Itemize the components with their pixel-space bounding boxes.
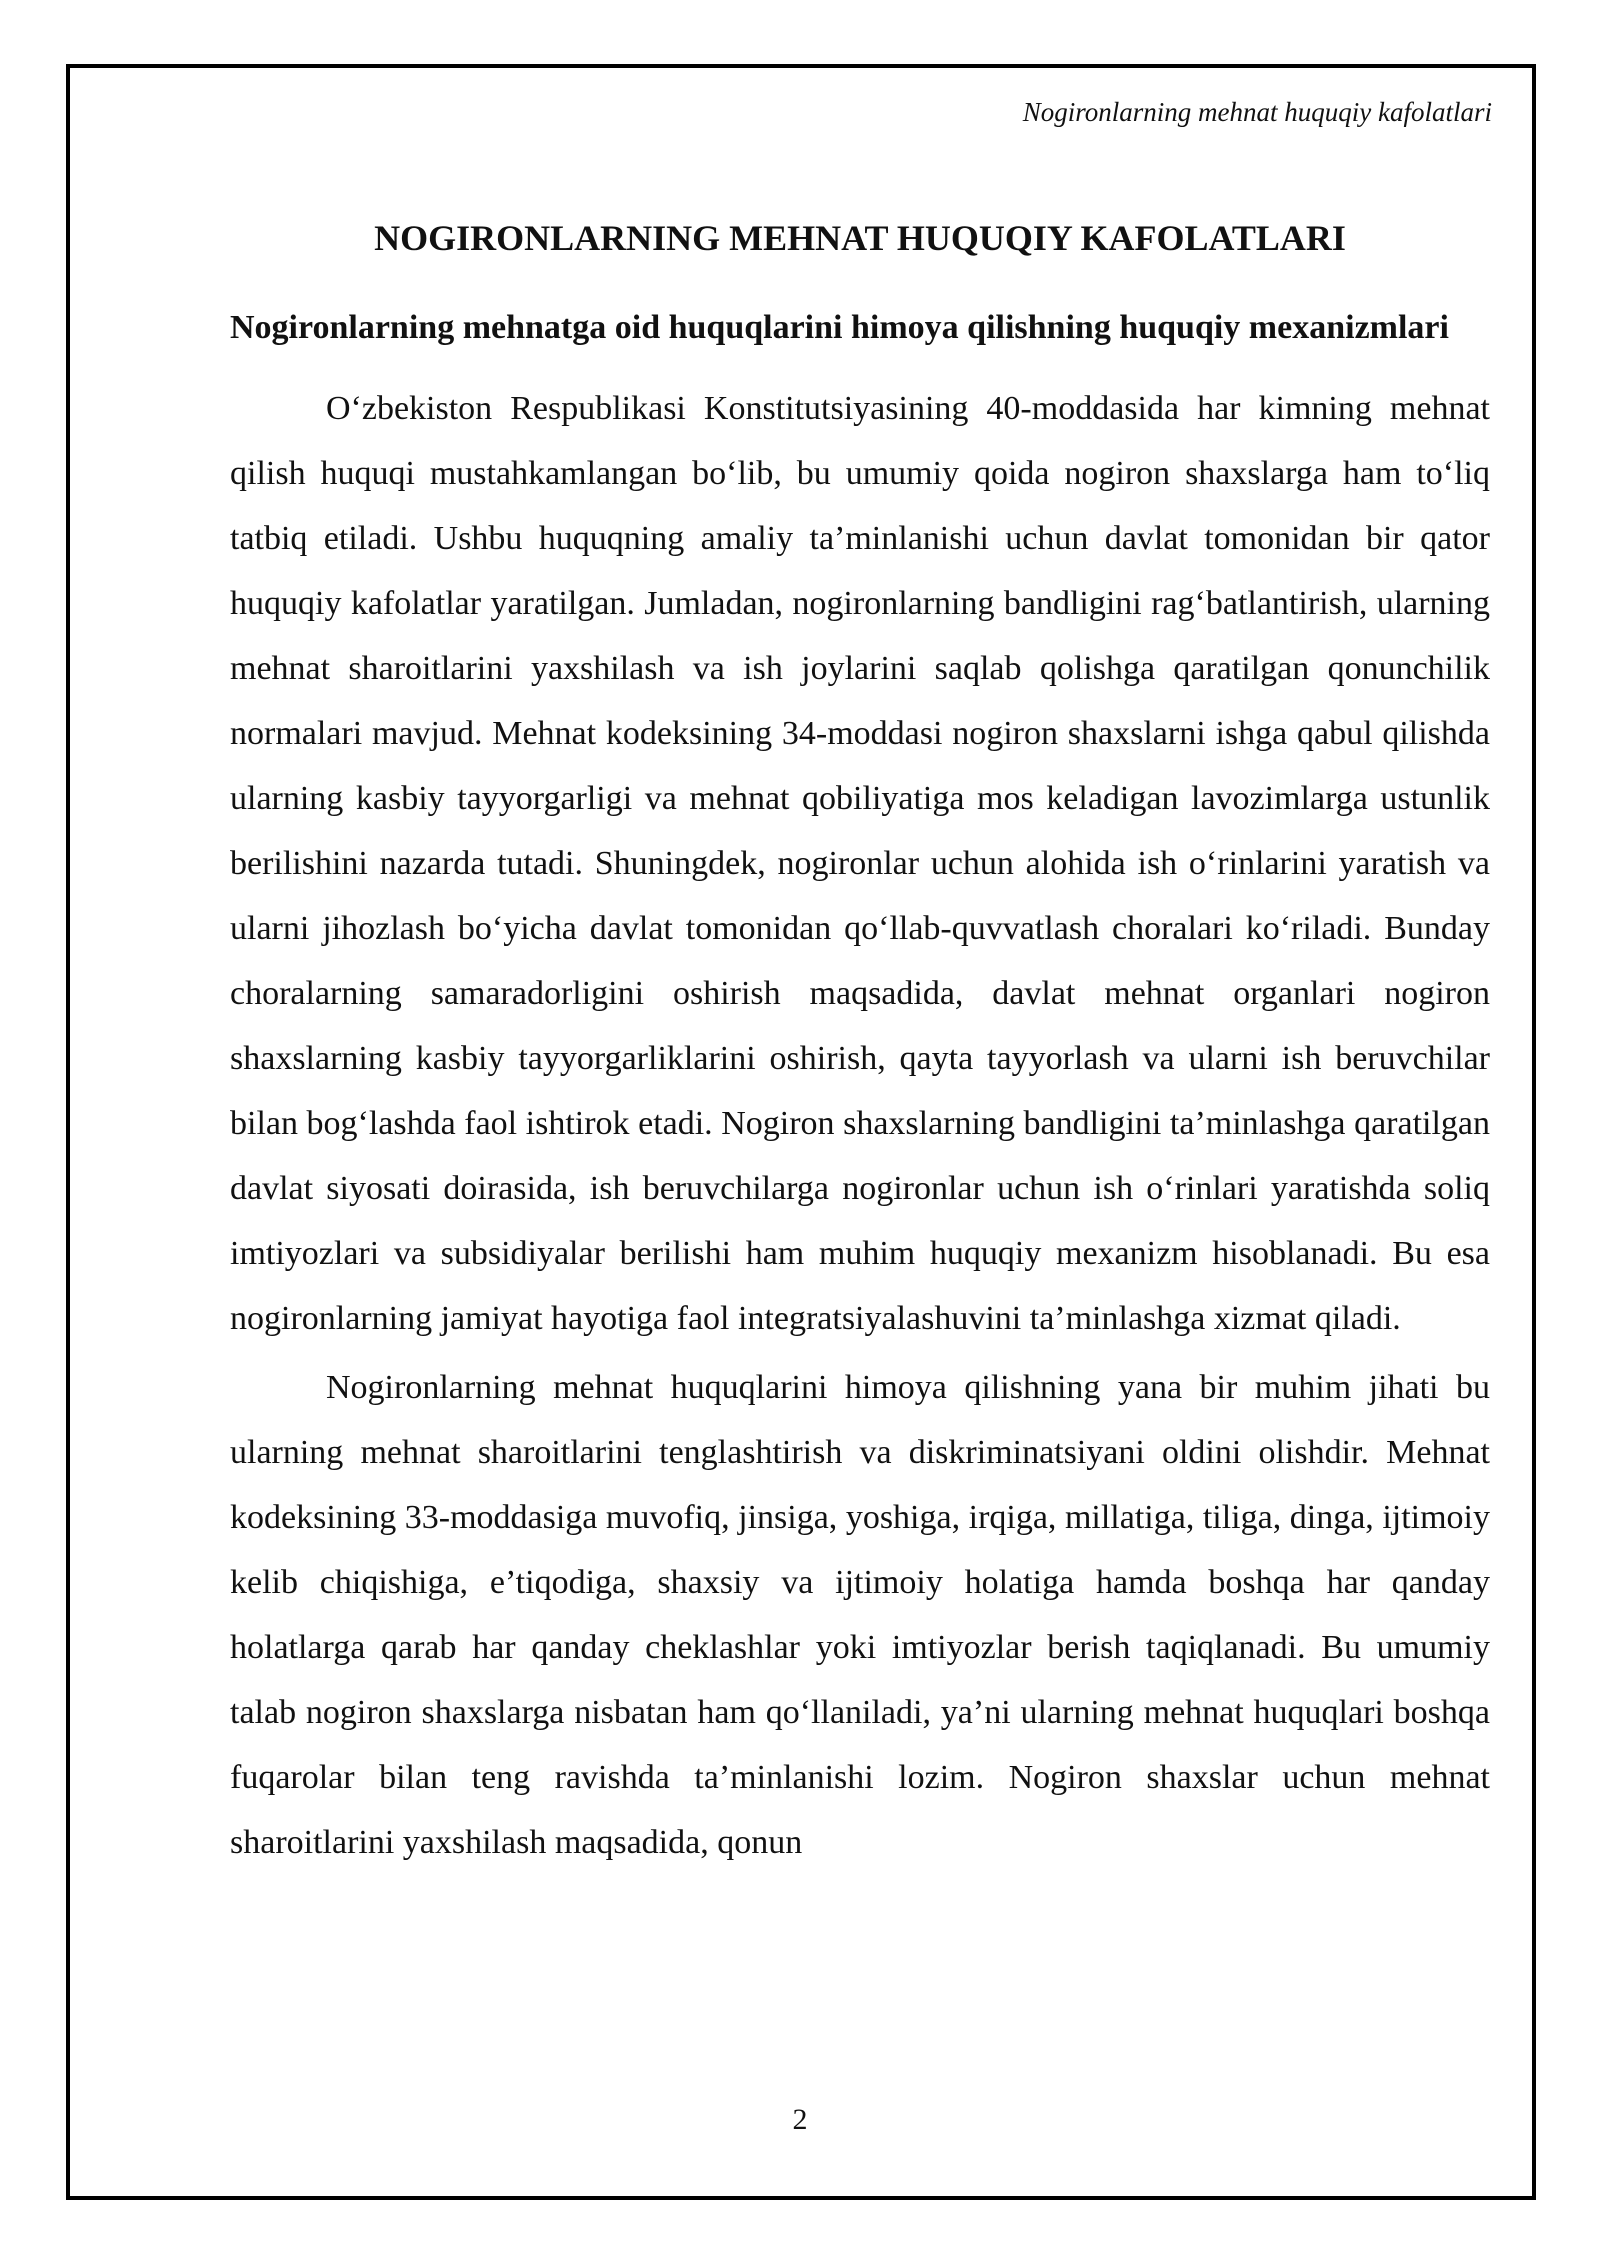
document-title: NOGIRONLARNING MEHNAT HUQUQIY KAFOLATLARI [374,218,1346,258]
paragraph-1: O‘zbekiston Respublikasi Konstitutsiyasining 40-moddasida har kimning mehnat qilish huquqi mustahkamlangan bo‘lib, bu umumiy qoida nogiron shaxslarga ham to‘liq tatbiq etiladi. Ushbu huquqning amaliy ta’minlanishi uchun davlat tomonidan bir qator huquqiy kafolatlar yaratilgan. Jumladan, nogironlarning bandligini rag‘batlantirish, ularning mehnat sharoitlarini yaxshilash va ish joylarini saqlab qolishga qaratilgan qonunchilik normalari mavjud. Mehnat kodeksining 34-moddasi nogiron shaxslarni ishga qabul qilishda ularning kasbiy tayyorgarligi va mehnat qobiliyatiga mos keladigan lavozimlarga ustunlik berilishini nazarda tutadi. Shuningdek, nogironlar uchun alohida ish o‘rinlarini yaratish va ularni jihozlash bo‘yicha davlat tomonidan qo‘llab-quvvatlash choralari ko‘riladi. Bunday choralarning samaradorligini oshirish maqsadida, davlat mehnat organlari nogiron shaxslarning kasbiy tayyorgarliklarini oshirish, qayta tayyorlash va ularni ish beruvchilar bilan bog‘lashda faol ishtirok etadi. Nogiron shaxslarning bandligini ta’minlashga qaratilgan davlat siyosati doirasida, ish beruvchilarga nogironlar uchun ish o‘rinlari yaratishda soliq imtiyozlari va subsidiyalar berilishi ham muhim huquqiy mexanizm hisoblanadi. Bu esa nogironlarning jamiyat hayotiga faol integratsiyalashuvini ta’minlashga xizmat qiladi. [230,390,1490,1338]
document-body [230,210,1490,1879]
paragraph-2: Nogironlarning mehnat huquqlarini himoya qilishning yana bir muhim jihati bu ularning mehnat sharoitlarini tenglashtirish va diskriminatsiyani oldini olishdir. Mehnat kodeksining 33-moddasiga muvofiq, jinsiga, yoshiga, irqiga, millatiga, tiliga, dinga, ijtimoiy kelib chiqishiga, e’tiqodiga, shaxsiy va ijtimoiy holatiga hamda boshqa har qanday holatlarga qarab har qanday cheklashlar yoki imtiyozlar berish taqiqlanadi. Bu umumiy talab nogiron shaxslarga nisbatan ham qo‘llaniladi, ya’ni ularning mehnat huquqlari boshqa fuqarolar bilan teng ravishda ta’minlanishi lozim. Nogiron shaxslar uchun mehnat sharoitlarini yaxshilash maqsadida, qonun [230,1369,1490,1862]
section-heading: Nogironlarning mehnatga oid huquqlarini himoya qilishning huquqiy mexanizmlari [230,308,1449,346]
running-header: Nogironlarning mehnat huquqiy kafolatlari [1022,97,1492,127]
page-number: 2 [792,2103,808,2136]
